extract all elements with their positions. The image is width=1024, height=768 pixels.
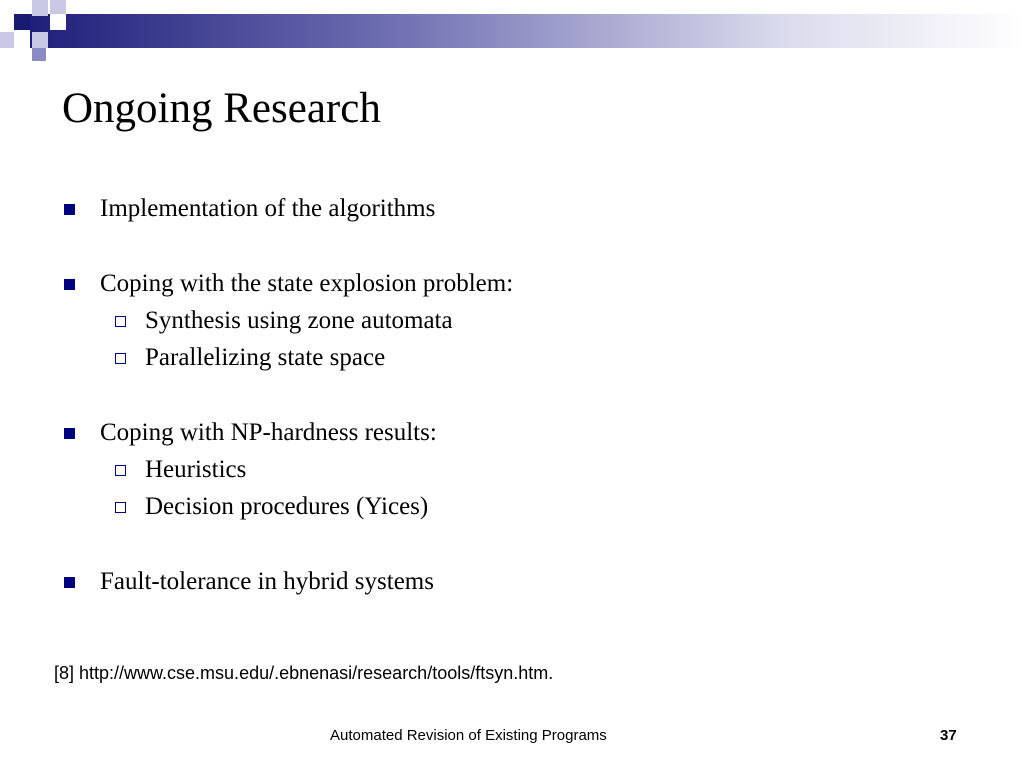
reference-citation: [8] http://www.cse.msu.edu/.ebnenasi/research/tools/ftsyn.htm. [54, 663, 554, 683]
bullet-item [62, 414, 513, 525]
sub-bullet-item [100, 302, 513, 339]
hollow-square-bullet-icon [115, 316, 126, 327]
sub-bullet-text: Decision procedures (Yices) [145, 493, 429, 520]
sub-bullet-list [100, 302, 513, 376]
header-gradient-band [30, 14, 1024, 48]
bullet-text: Coping with NP-hardness results: [100, 419, 437, 446]
decor-square [32, 48, 46, 61]
square-bullet-icon [64, 428, 75, 439]
bullet-item [62, 563, 513, 600]
bullet-text: Fault-tolerance in hybrid systems [100, 568, 434, 595]
square-bullet-icon [64, 577, 75, 588]
sub-bullet-list [100, 451, 513, 525]
bullet-item [62, 265, 513, 376]
footer-text: Automated Revision of Existing Programs [330, 727, 607, 744]
square-bullet-icon [64, 279, 75, 290]
sub-bullet-text: Parallelizing state space [145, 344, 386, 371]
sub-bullet-item [100, 339, 513, 376]
sub-bullet-text: Heuristics [145, 456, 247, 483]
sub-bullet-item [100, 488, 513, 525]
decor-square [32, 32, 48, 48]
decor-square [14, 14, 30, 30]
bullet-text: Implementation of the algorithms [100, 195, 436, 222]
hollow-square-bullet-icon [115, 465, 126, 476]
hollow-square-bullet-icon [115, 502, 126, 513]
bullet-item [62, 190, 513, 227]
decor-square [14, 32, 30, 48]
decor-square [50, 14, 66, 30]
sub-bullet-text: Synthesis using zone automata [145, 307, 453, 334]
slide-title: Ongoing Research [62, 85, 381, 132]
bullet-text: Coping with the state explosion problem: [100, 270, 514, 297]
square-bullet-icon [64, 204, 75, 215]
sub-bullet-item [100, 451, 513, 488]
page-number: 37 [940, 727, 957, 744]
hollow-square-bullet-icon [115, 353, 126, 364]
bullet-list [62, 190, 513, 600]
decor-square [32, 0, 48, 16]
